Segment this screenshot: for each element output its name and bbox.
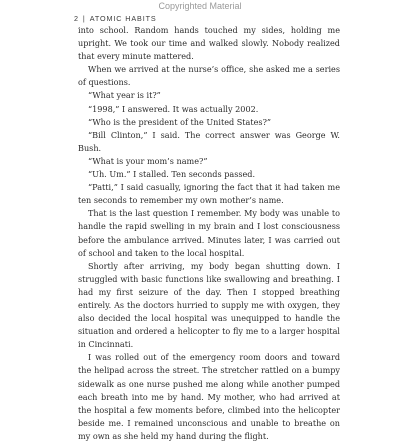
paragraph: “Patti,” I said casually, ignoring the fact that it had taken me ten seconds to remember my own mother’s name.	[78, 182, 340, 206]
paragraph: “What year is it?”	[88, 90, 161, 101]
paragraph: I was rolled out of the emergency room doors and toward the helipad across the street. The stretcher rattled on a bumpy sidewalk as one nurse pushed me along while another pumped each breath into me by hand. My mother, who had arrived at the hospital a few moments before, climbed into the helicopter beside me. I remained unconscious and unable to breathe on my own as she held my hand during the flight.	[78, 352, 340, 441]
paragraph: “Uh. Um.” I stalled. Ten seconds passed.	[88, 169, 256, 180]
book-title: ATOMIC HABITS	[89, 14, 157, 23]
paragraph: into school. Random hands touched my sides, holding me upright. We took our time and walked slowly. Nobody realized that every minute mattered.	[78, 25, 340, 62]
running-head-separator: |	[82, 14, 86, 23]
paragraph: “1998,” I answered. It was actually 2002.	[88, 103, 259, 114]
paragraph: “Bill Clinton,” I said. The correct answer was George W. Bush.	[78, 129, 340, 153]
body-text	[78, 24, 340, 443]
paragraph: “What is your mom’s name?”	[88, 155, 208, 166]
paragraph: When we arrived at the nurse’s office, she asked me a series of questions.	[78, 64, 340, 88]
running-head	[74, 14, 157, 24]
watermark: Copyrighted Material	[158, 1, 242, 11]
page-number: 2	[74, 14, 79, 23]
paragraph: That is the last question I remember. My body was unable to handle the rapid swelling in my brain and I lost consciousness before the ambulance arrived. Minutes later, I was carried out of school and taken to the local hospital.	[78, 208, 340, 258]
paragraph: “Who is the president of the United States?”	[88, 116, 272, 127]
paragraph: Shortly after arriving, my body began shutting down. I struggled with basic functions like swallowing and breathing. I had my first seizure of the day. Then I stopped breathing entirely. As the doctors hurried to supply me with oxygen, they also decided the local hospital was unequipped to handle the situation and ordered a helicopter to fly me to a larger hospital in Cincinnati.	[78, 260, 340, 350]
